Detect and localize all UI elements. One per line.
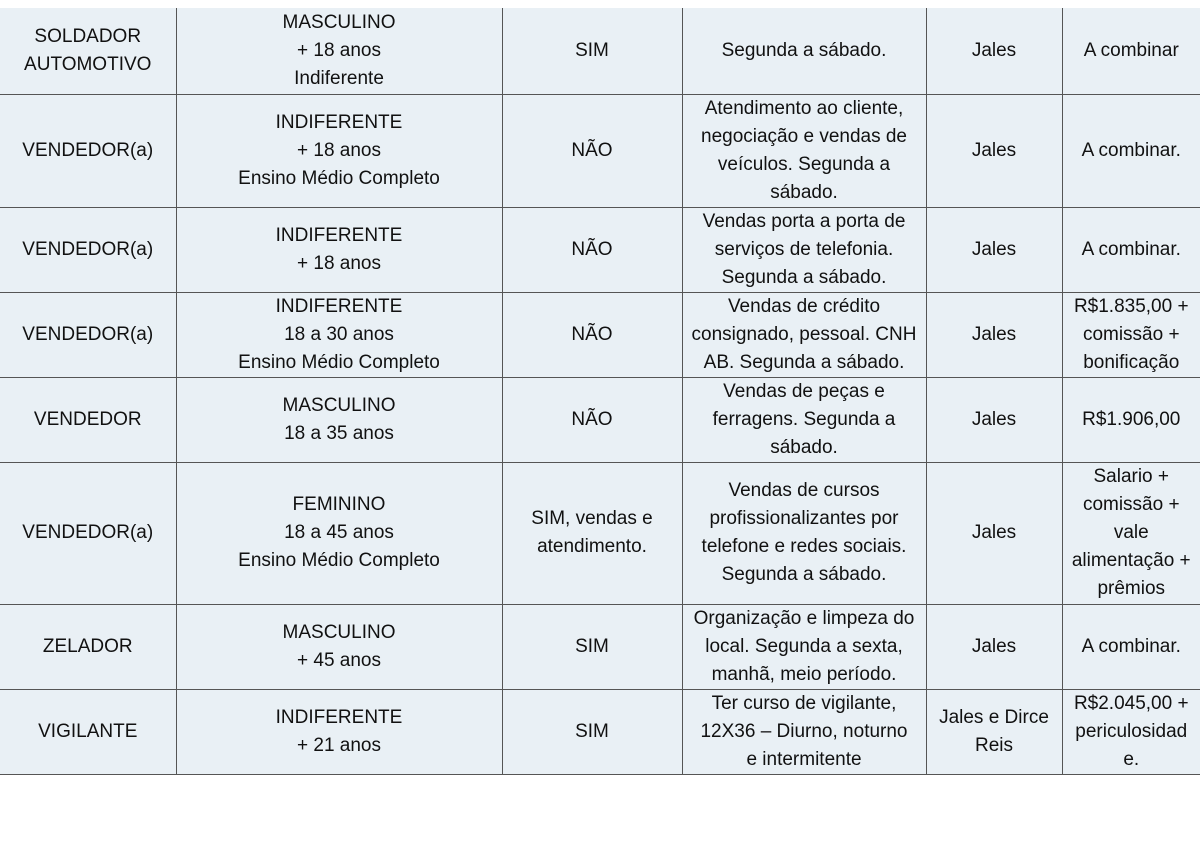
table-row [0, 8, 1200, 94]
cell-local: Jales [926, 207, 1062, 292]
cell-cargo: VIGILANTE [0, 689, 176, 774]
job-listings-body [0, 8, 1200, 774]
cell-cargo: SOLDADOR AUTOMOTIVO [0, 8, 176, 94]
cell-descricao: Vendas de peças e ferragens. Segunda a sábado. [682, 377, 926, 462]
cell-salario: Salario + comissão + vale alimentação + prêmios [1062, 462, 1200, 604]
cell-local: Jales [926, 377, 1062, 462]
table-row [0, 462, 1200, 604]
cell-experiencia: NÃO [502, 377, 682, 462]
cell-perfil: INDIFERENTE + 18 anos Ensino Médio Completo [176, 94, 502, 207]
cell-local: Jales [926, 94, 1062, 207]
cell-salario: A combinar. [1062, 604, 1200, 689]
cell-local: Jales [926, 8, 1062, 94]
cell-local: Jales [926, 292, 1062, 377]
table-row [0, 377, 1200, 462]
cell-perfil: MASCULINO + 18 anos Indiferente [176, 8, 502, 94]
cell-local: Jales [926, 462, 1062, 604]
table-row [0, 292, 1200, 377]
cell-experiencia: SIM, vendas e atendimento. [502, 462, 682, 604]
cell-descricao: Ter curso de vigilante, 12X36 – Diurno, noturno e intermitente [682, 689, 926, 774]
cell-cargo: VENDEDOR(a) [0, 94, 176, 207]
cell-descricao: Vendas porta a porta de serviços de telefonia. Segunda a sábado. [682, 207, 926, 292]
table-row [0, 604, 1200, 689]
cell-salario: A combinar. [1062, 207, 1200, 292]
cell-experiencia: NÃO [502, 94, 682, 207]
cell-salario: R$1.835,00 + comissão + bonificação [1062, 292, 1200, 377]
job-listings-table [0, 8, 1200, 775]
cell-descricao: Atendimento ao cliente, negociação e vendas de veículos. Segunda a sábado. [682, 94, 926, 207]
cell-perfil: INDIFERENTE + 21 anos [176, 689, 502, 774]
table-row [0, 689, 1200, 774]
cell-cargo: VENDEDOR [0, 377, 176, 462]
cell-salario: R$1.906,00 [1062, 377, 1200, 462]
cell-perfil: FEMININO 18 a 45 anos Ensino Médio Completo [176, 462, 502, 604]
cell-salario: A combinar. [1062, 94, 1200, 207]
cell-experiencia: NÃO [502, 292, 682, 377]
cell-descricao: Organização e limpeza do local. Segunda a sexta, manhã, meio período. [682, 604, 926, 689]
cell-perfil: MASCULINO 18 a 35 anos [176, 377, 502, 462]
cell-experiencia: NÃO [502, 207, 682, 292]
cell-descricao: Segunda a sábado. [682, 8, 926, 94]
cell-descricao: Vendas de crédito consignado, pessoal. CNH AB. Segunda a sábado. [682, 292, 926, 377]
cell-experiencia: SIM [502, 689, 682, 774]
cell-local: Jales [926, 604, 1062, 689]
table-row [0, 94, 1200, 207]
cell-cargo: ZELADOR [0, 604, 176, 689]
cell-salario: A combinar [1062, 8, 1200, 94]
cell-cargo: VENDEDOR(a) [0, 207, 176, 292]
cell-cargo: VENDEDOR(a) [0, 292, 176, 377]
cell-experiencia: SIM [502, 604, 682, 689]
cell-salario: R$2.045,00 + periculosidad e. [1062, 689, 1200, 774]
cell-descricao: Vendas de cursos profissionalizantes por telefone e redes sociais. Segunda a sábado. [682, 462, 926, 604]
cell-perfil: INDIFERENTE + 18 anos [176, 207, 502, 292]
job-listings-sheet [0, 8, 1200, 775]
cell-perfil: MASCULINO + 45 anos [176, 604, 502, 689]
cell-local: Jales e Dirce Reis [926, 689, 1062, 774]
cell-cargo: VENDEDOR(a) [0, 462, 176, 604]
cell-perfil: INDIFERENTE 18 a 30 anos Ensino Médio Completo [176, 292, 502, 377]
cell-experiencia: SIM [502, 8, 682, 94]
table-row [0, 207, 1200, 292]
